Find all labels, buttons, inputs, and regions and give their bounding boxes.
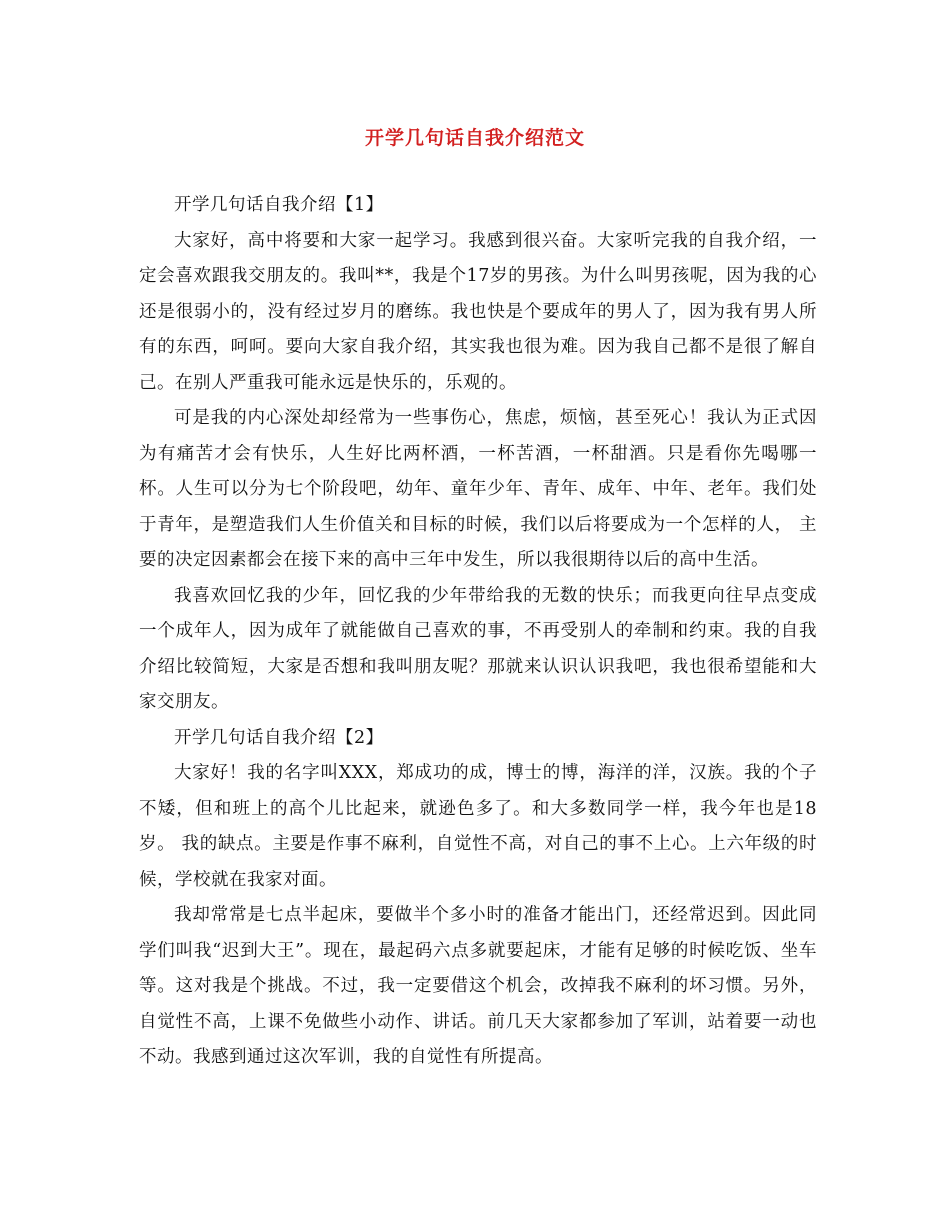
paragraph: 可是我的内心深处却经常为一些事伤心，焦虑，烦恼，甚至死心！我认为正式因为有痛苦才会有快乐，人生好比两杯酒，一杯苦酒，一杯甜酒。只是看你先喝哪一杯。人生可以分为七个阶段吧，幼年、童年少年、青年、成年、中年、老年。我们处于青年，是塑造我们人生价值关和目标的时候，我们以后将要成为一个怎样的人， 主要的决定因素都会在接下来的高中三年中发生，所以我很期待以后的高中生活。 [139,408,817,570]
document-title: 开学几句话自我介绍范文 [364,127,585,149]
section-2 [139,721,817,1076]
paragraph: 大家好！我的名字叫XXX，郑成功的成，博士的博，海洋的洋，汉族。我的个子不矮，但和班上的高个儿比起来，就逊色多了。和大多数同学一样，我今年也是18岁。 我的缺点。主要是作事不麻利，自觉性不高，对自己的事不上心。上六年级的时候，学校就在我家对面。 [139,763,817,890]
paragraph: 我喜欢回忆我的少年，回忆我的少年带给我的无数的快乐；而我更向往早点变成一个成年人，因为成年了就能做自己喜欢的事，不再受别人的牵制和约束。我的自我介绍比较简短，大家是否想和我叫朋友呢？那就来认识认识我吧，我也很希望能和大家交朋友。 [139,585,817,712]
section-heading: 开学几句话自我介绍【1】 [174,195,384,215]
paragraph: 大家好，高中将要和大家一起学习。我感到很兴奋。大家听完我的自我介绍，一定会喜欢跟我交朋友的。我叫**，我是个17岁的男孩。为什么叫男孩呢，因为我的心还是很弱小的，没有经过岁月的磨练。我也快是个要成年的男人了，因为我有男人所有的东西，呵呵。要向大家自我介绍，其实我也很为难。因为我自己都不是很了解自己。在别人严重我可能永远是快乐的，乐观的。 [139,230,817,393]
paragraph: 我却常常是七点半起床，要做半个多小时的准备才能出门，还经常迟到。因此同学们叫我“迟到大王”。现在，最起码六点多就要起床，才能有足够的时候吃饭、坐车等。这对我是个挑战。不过，我一定要借这个机会，改掉我不麻利的坏习惯。另外，自觉性不高，上课不免做些小动作、讲话。前几天大家都参加了军训，站着要一动也不动。我感到通过这次军训，我的自觉性有所提高。 [139,905,817,1067]
section-heading: 开学几句话自我介绍【2】 [174,727,384,748]
section-1 [139,188,817,721]
document-body [139,188,817,1076]
